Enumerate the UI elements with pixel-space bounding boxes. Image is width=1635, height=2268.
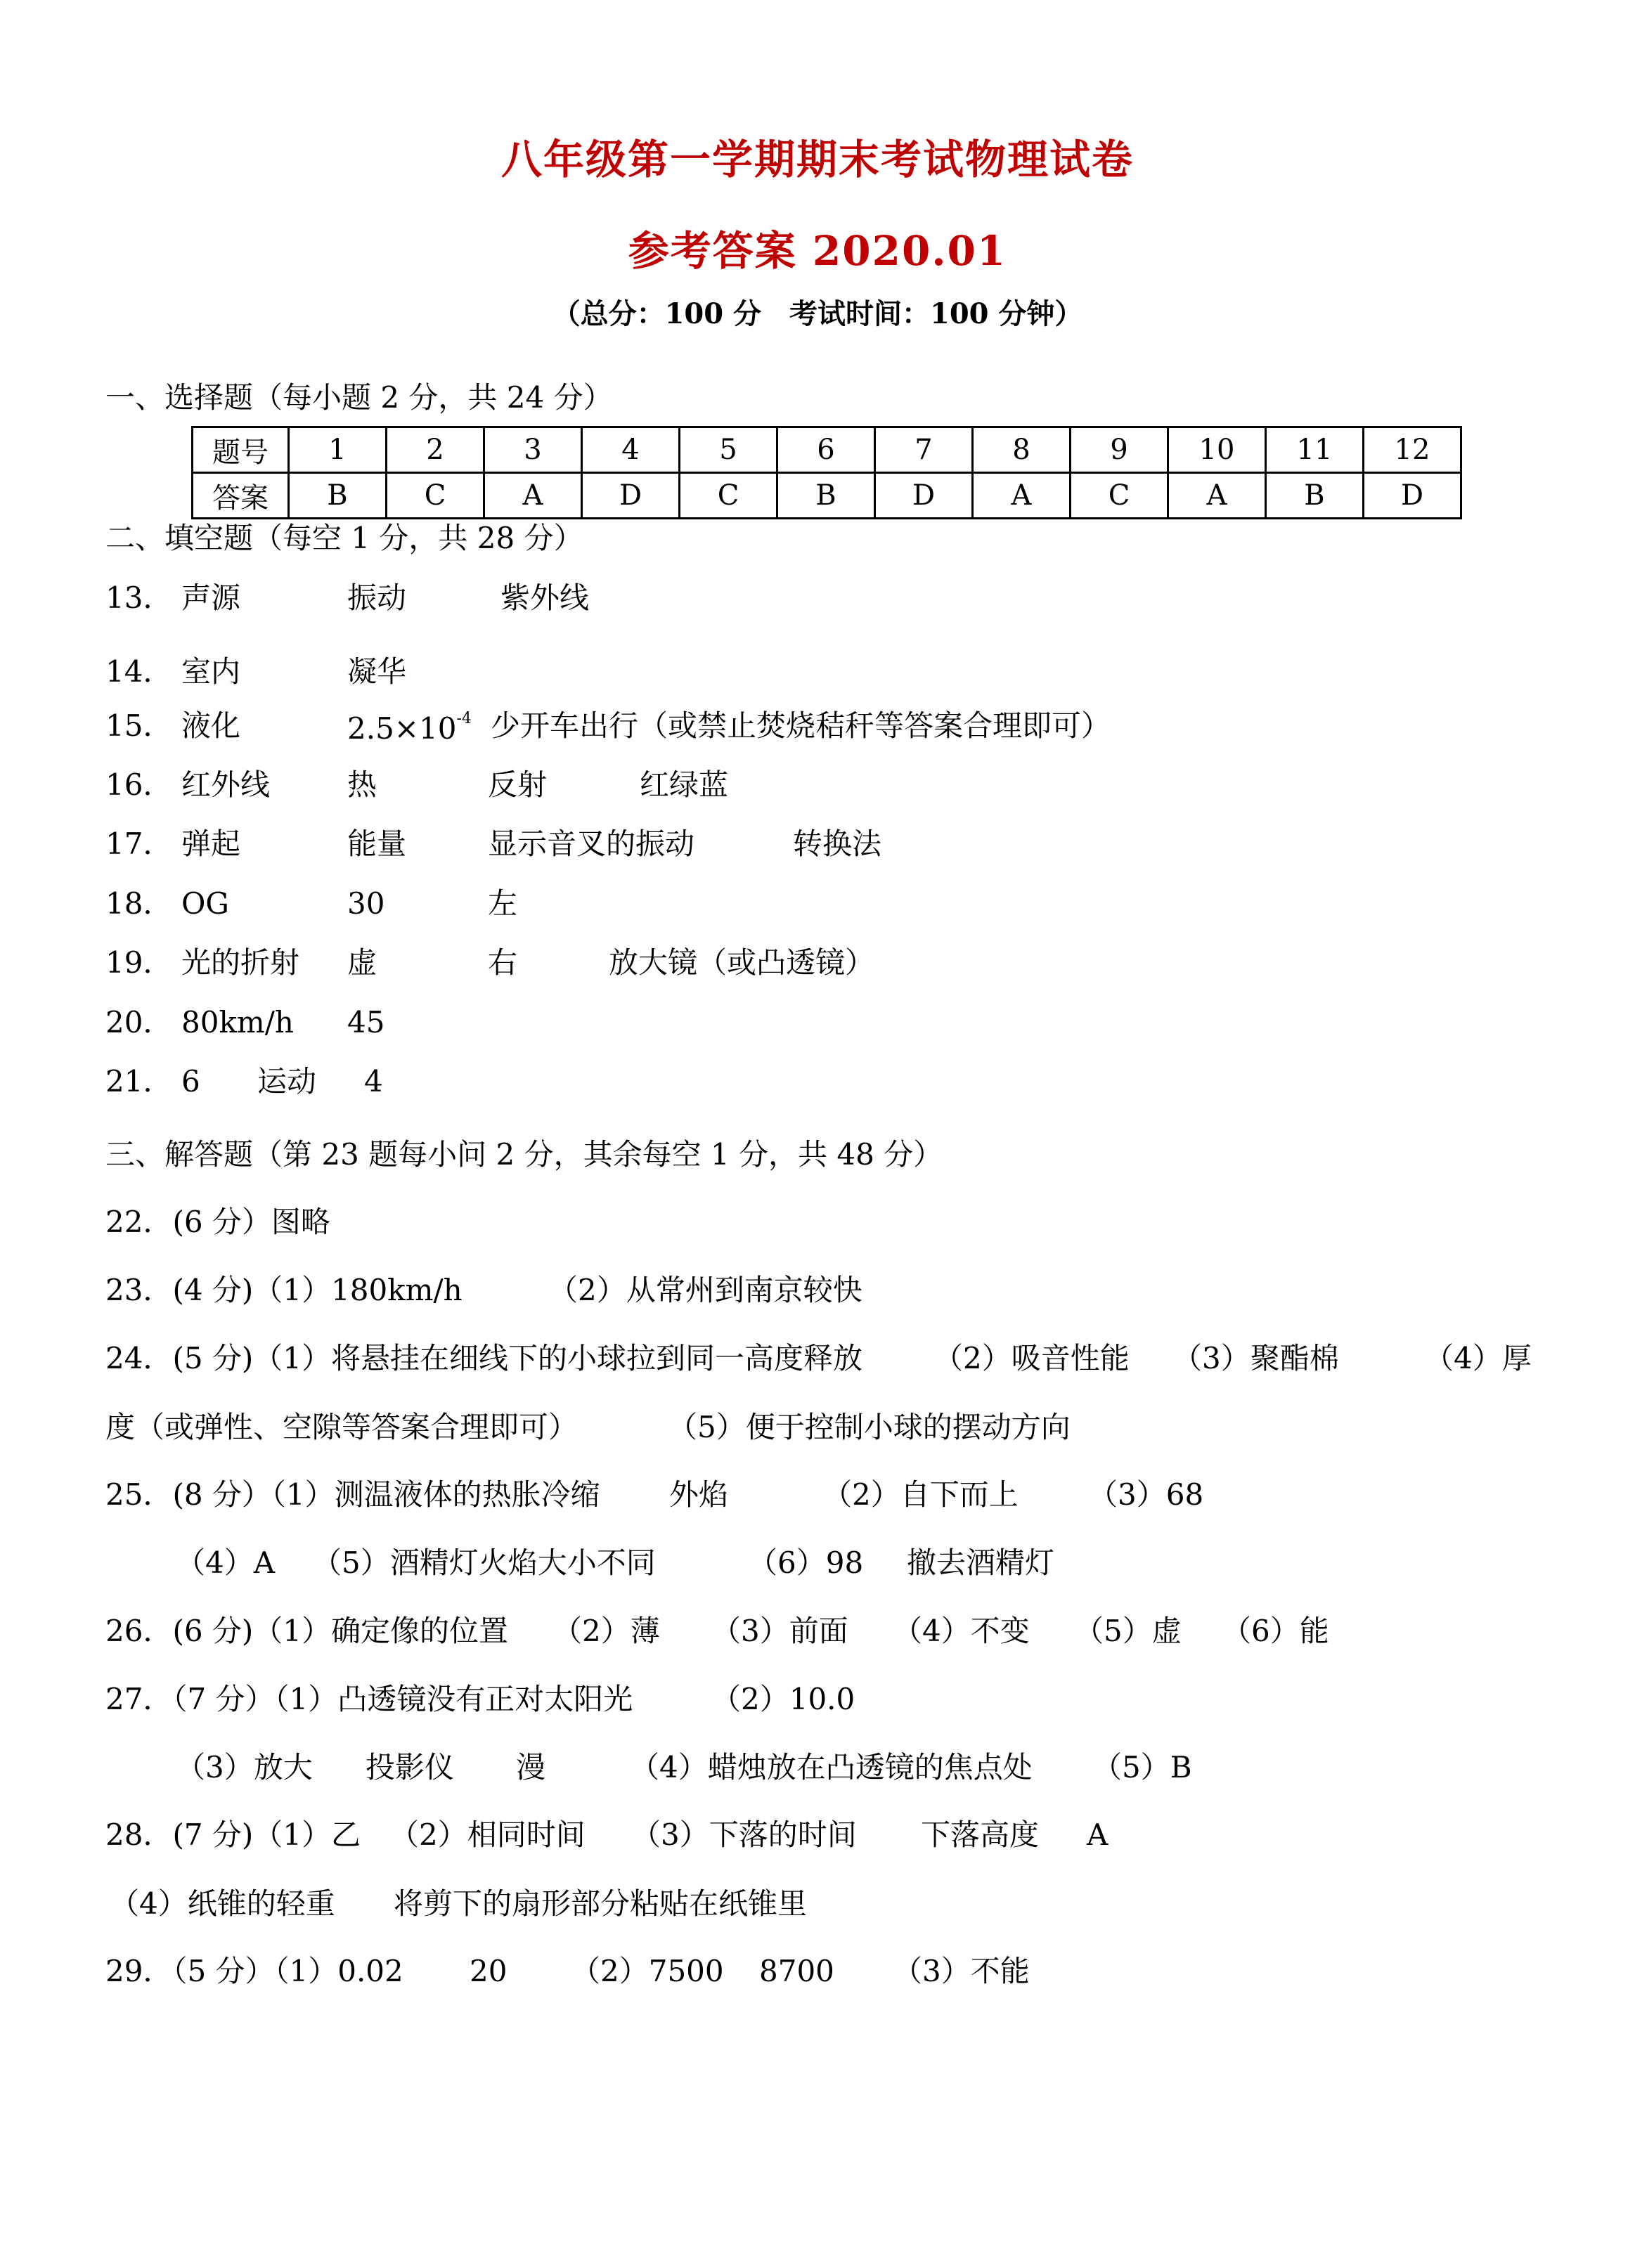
answer-text: （3）不能 [893,1954,1030,1988]
question-number-cell: 12 [1364,427,1461,473]
answer-text: 23．(4 分)（1）180km/h [105,1273,463,1307]
answer-text: 能量 [347,827,407,861]
answer-text: （6）98 [748,1546,864,1580]
question-number: 17． [105,827,173,861]
answer-cell: C [680,473,777,519]
answer-cell: D [1364,473,1461,519]
answer-text: 热 [347,767,377,802]
question-number: 18． [105,886,173,921]
answer-text: （2）从常州到南京较快 [548,1273,862,1307]
answer-cell: C [1071,473,1168,519]
question-number: 20． [105,1005,173,1039]
answer-text: 27．（7 分）（1）凸透镜没有正对太阳光 [105,1682,633,1716]
question-number-cell: 1 [289,427,387,473]
answer-text: 投影仪 [366,1750,455,1784]
answer-cell: D [582,473,680,519]
answer-text: 26．(6 分)（1）确定像的位置 [105,1614,509,1648]
answer-text: A [1087,1817,1109,1852]
answer-text: （5）B [1092,1750,1192,1784]
answer-text: 6 [181,1064,200,1099]
answer-text: 虚 [347,945,377,980]
answer-text: 4 [364,1064,383,1099]
answer-text: （3）聚酯棉 [1172,1341,1339,1375]
answer-text: （3）前面 [711,1614,848,1648]
answer-text: 下落高度 [921,1817,1040,1852]
answer-text: 声源 [181,581,241,615]
answer-text: 振动 [347,581,407,615]
question-number-cell: 2 [387,427,484,473]
answer-text: （5）酒精灯火焰大小不同 [312,1546,656,1580]
answer-text: 弹起 [181,827,241,861]
answer-text: 运动 [257,1064,317,1099]
answer-text: 25．(8 分）（1）测温液体的热胀冷缩 [105,1477,600,1512]
answer-cell: A [1168,473,1266,519]
answer-text: 放大镜（或凸透镜） [609,945,875,980]
answer-text: 80km/h [181,1005,294,1039]
answer-text: （4）A [176,1546,276,1580]
question-number-cell: 5 [680,427,777,473]
section-heading-fill: 二、填空题（每空 1 分，共 28 分） [105,521,583,555]
answer-text: （6）能 [1222,1614,1329,1648]
table-header-cell: 答案 [193,473,289,519]
answer-cell: A [973,473,1071,519]
answer-cell: A [484,473,582,519]
answer-text: 将剪下的扇形部分粘贴在纸锥里 [394,1886,808,1921]
answer-text: （3）放大 [176,1750,313,1784]
section-heading-solve: 三、解答题（第 23 题每小问 2 分，其余每空 1 分，共 48 分） [105,1137,943,1172]
answer-text: （5）便于控制小球的摆动方向 [668,1410,1071,1444]
question-number-cell: 6 [777,427,875,473]
answer-text: 转换法 [793,827,882,861]
answer-text: 光的折射 [181,945,300,980]
answer-text: 8700 [759,1954,834,1988]
answer-text: （5）虚 [1074,1614,1182,1648]
answer-text: （4）厚 [1424,1341,1532,1375]
answer-text: 30 [347,886,385,921]
answer-text: （3）下落的时间 [631,1817,857,1852]
question-number: 16． [105,767,173,802]
answer-text: OG [181,886,229,921]
answer-text: 少开车出行（或禁止焚烧秸秆等答案合理即可） [491,708,1111,743]
answer-text: 紫外线 [500,581,590,615]
answer-text: 撤去酒精灯 [907,1546,1055,1580]
question-number-cell: 10 [1168,427,1266,473]
answer-cell: B [289,473,387,519]
question-number-cell: 9 [1071,427,1168,473]
table-row [193,473,1461,519]
answer-text: 2.5×10 [347,711,457,746]
answer-text: （2）薄 [552,1614,660,1648]
question-number-cell: 3 [484,427,582,473]
answer-text: 右 [488,945,518,980]
question-number-cell: 7 [875,427,973,473]
answer-key-subtitle: 参考答案 2020.01 [628,227,1007,275]
answer-text: 度（或弹性、空隙等答案合理即可） [105,1410,579,1444]
answer-text: （2）7500 [571,1954,724,1988]
answer-text: （2）相同时间 [389,1817,586,1852]
answer-cell: B [777,473,875,519]
answer-text: 漫 [516,1750,546,1784]
answer-text: （2）自下而上 [822,1477,1019,1512]
question-number: 13． [105,581,173,615]
question-number: 21． [105,1064,173,1099]
exam-meta: （总分：100 分 考试时间：100 分钟） [552,297,1083,330]
answer-text: 红绿蓝 [640,767,729,802]
question-number-cell: 11 [1266,427,1364,473]
question-number-cell: 4 [582,427,680,473]
answer-text: （4）不变 [893,1614,1030,1648]
answer-text: 28．(7 分)（1）乙 [105,1817,361,1852]
answer-text: 室内 [181,654,241,689]
answer-text: 左 [488,886,518,921]
page-title: 八年级第一学期期末考试物理试卷 [500,136,1134,183]
answer-text: 凝华 [347,654,407,689]
answer-text: 45 [347,1005,385,1039]
question-number: 19． [105,945,173,980]
answer-text: （4）蜡烛放在凸透镜的焦点处 [630,1750,1033,1784]
exponent: -4 [456,710,472,727]
answer-text [347,711,472,744]
answer-cell: C [387,473,484,519]
answer-text: 外焰 [669,1477,729,1512]
answer-line-22: 22．(6 分）图略 [105,1205,330,1239]
answer-text: （3）68 [1088,1477,1204,1512]
answer-text: （2）10.0 [711,1682,855,1716]
question-number-cell: 8 [973,427,1071,473]
question-number: 15． [105,708,173,743]
answer-text: （4）纸锥的轻重 [110,1886,335,1921]
answer-text: 24．(5 分)（1）将悬挂在细线下的小球拉到同一高度释放 [105,1341,863,1375]
question-number: 14． [105,654,173,689]
answer-text: 20 [470,1954,508,1988]
answer-text: （2）吸音性能 [933,1341,1130,1375]
answer-text: 红外线 [181,767,271,802]
choice-answer-table [191,426,1462,519]
answer-cell: D [875,473,973,519]
answer-text: 反射 [488,767,548,802]
answer-text: 液化 [181,708,241,743]
answer-cell: B [1266,473,1364,519]
answer-text: 显示音叉的振动 [488,827,695,861]
section-heading-choice: 一、选择题（每小题 2 分，共 24 分） [105,380,613,415]
table-row [193,427,1461,473]
table-header-cell: 题号 [193,427,289,473]
answer-text: 29．（5 分）（1）0.02 [105,1954,403,1988]
